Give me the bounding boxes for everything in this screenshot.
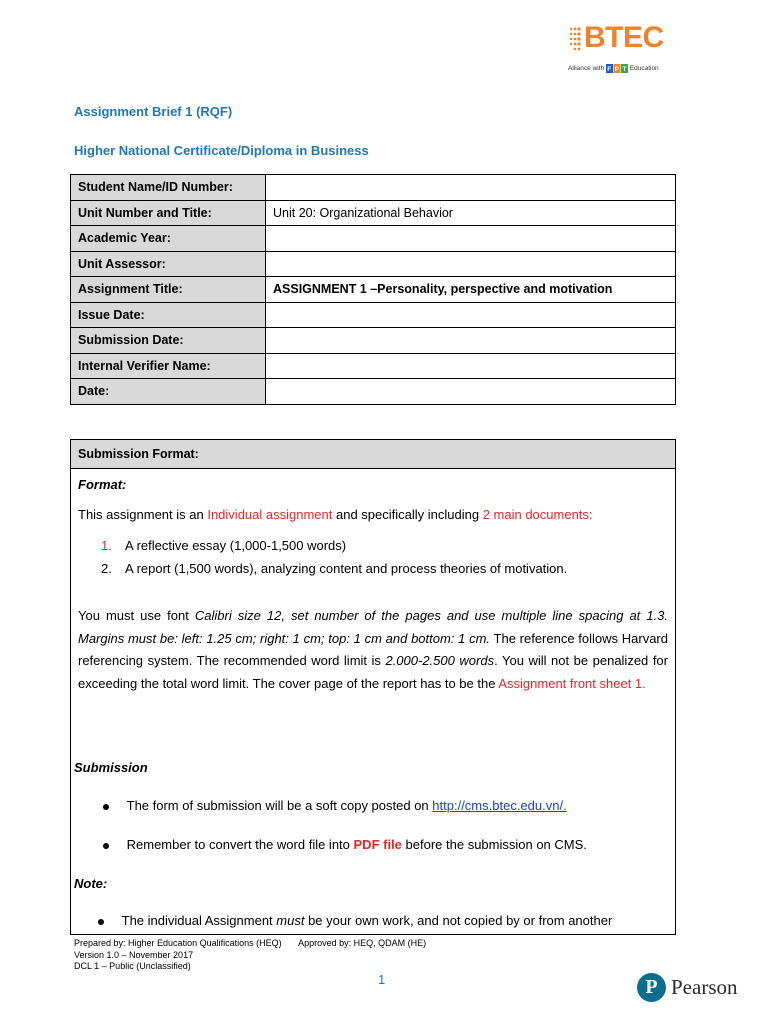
assignment-info-table <box>70 174 676 405</box>
page-number: 1 <box>378 972 386 987</box>
table-row <box>71 328 676 354</box>
pearson-logo <box>637 973 747 1007</box>
alliance-suffix: Education <box>629 65 659 73</box>
doc-text: A reflective essay (1,000-1,500 words) <box>125 538 347 553</box>
document-footer <box>74 938 426 973</box>
submission-format-header: Submission Format: <box>71 440 675 469</box>
fpt-letter-p: P <box>614 66 620 73</box>
btec-logo <box>568 20 688 78</box>
btec-wordmark: BTEC <box>584 21 664 54</box>
para-red: Assignment front sheet 1. <box>498 675 646 691</box>
row-value[interactable] <box>266 302 676 328</box>
table-row <box>71 251 676 277</box>
bullet-icon <box>103 804 109 810</box>
table-row <box>71 200 676 226</box>
footer-version: Version 1.0 – November 2017 <box>74 949 194 960</box>
intro-red-1: Individual assignment <box>207 507 333 522</box>
bullet-icon <box>103 843 109 849</box>
table-row <box>71 277 676 303</box>
footer-row-1 <box>74 938 426 950</box>
intro-line <box>78 507 593 522</box>
note-bullet-1 <box>98 913 612 928</box>
footer-approved: Approved by: HEQ, QDAM (HE) <box>298 938 427 948</box>
table-row <box>71 302 676 328</box>
intro-text-2: and specifically including <box>332 507 483 522</box>
fpt-logo-icon <box>606 64 628 73</box>
bullet-text: The form of submission will be a soft copy posted on <box>126 798 433 813</box>
format-label: Format: <box>78 477 127 492</box>
note-text-post: be your own work, and not copied by or from another <box>304 913 613 928</box>
pearson-wordmark: Pearson <box>671 975 738 999</box>
row-value[interactable] <box>266 251 676 277</box>
footer-dcl: DCL 1 – Public (Unclassified) <box>74 961 191 971</box>
table-row <box>71 379 676 405</box>
note-text: The individual Assignment <box>121 913 277 928</box>
brief-heading: Assignment Brief 1 (RQF) <box>74 104 233 119</box>
row-label: Date: <box>71 379 266 405</box>
table-row <box>71 353 676 379</box>
para-text-2: The reference follows Harvard referencing system. The recommended word limit is <box>78 630 668 668</box>
submission-label: Submission <box>74 760 148 775</box>
submission-bullet-1 <box>103 798 567 813</box>
para-italic-2: 2.000-2.500 words <box>385 653 495 668</box>
btec-dots-icon <box>568 24 584 52</box>
row-label: Student Name/ID Number: <box>71 175 266 201</box>
footer-prepared: Prepared by: Higher Education Qualifications (HEQ) <box>74 938 282 948</box>
bullet-text: Remember to convert the word file into <box>126 837 354 852</box>
row-label: Academic Year: <box>71 226 266 252</box>
row-label: Submission Date: <box>71 328 266 354</box>
note-label: Note: <box>74 876 108 891</box>
intro-text-1: This assignment is an <box>78 507 208 522</box>
para-text-3: . You will not be penalized for exceeding the total word limit. The cover page of the report has to be the <box>78 653 668 691</box>
note-italic: must <box>276 913 305 928</box>
para-text-1: You must use font <box>78 608 195 623</box>
cms-link[interactable]: http://cms.btec.edu.vn/. <box>432 798 567 813</box>
doc-number: 2. <box>101 561 112 576</box>
row-label: Assignment Title: <box>71 277 266 303</box>
fpt-letter-f: F <box>607 66 612 73</box>
row-label: Unit Number and Title: <box>71 200 266 226</box>
format-requirements-paragraph <box>78 605 668 695</box>
row-label: Unit Assessor: <box>71 251 266 277</box>
program-heading: Higher National Certificate/Diploma in Business <box>74 143 369 158</box>
fpt-letter-t: T <box>622 66 627 73</box>
row-label: Internal Verifier Name: <box>71 353 266 379</box>
row-value[interactable] <box>266 328 676 354</box>
row-value[interactable] <box>266 226 676 252</box>
intro-red-2: 2 main documents: <box>482 507 593 522</box>
doc-number: 1. <box>101 538 112 553</box>
doc-item-1 <box>101 538 346 553</box>
row-value[interactable]: ASSIGNMENT 1 –Personality, perspective and motivation <box>266 277 676 303</box>
submission-bullet-2 <box>103 837 587 852</box>
alliance-line <box>568 64 659 73</box>
doc-text: A report (1,500 words), analyzing content and process theories of motivation. <box>125 561 568 576</box>
table-row <box>71 226 676 252</box>
bullet-icon <box>98 919 104 925</box>
submission-format-box <box>70 439 676 935</box>
doc-item-2 <box>101 561 567 576</box>
pdf-file-text: PDF file <box>353 837 402 852</box>
pearson-p-icon: P <box>637 973 666 1002</box>
row-label: Issue Date: <box>71 302 266 328</box>
table-row <box>71 175 676 201</box>
row-value[interactable] <box>266 353 676 379</box>
row-value[interactable] <box>266 379 676 405</box>
row-value[interactable] <box>266 175 676 201</box>
bullet-text-post: before the submission on CMS. <box>401 837 587 852</box>
para-italic-1: Calibri size 12, set number of the pages and use multiple line spacing at 1.3. Margins must be: left: 1.25 cm; right: 1 cm; top: 1 cm and bottom: 1 cm. <box>78 608 668 646</box>
row-value[interactable]: Unit 20: Organizational Behavior <box>266 200 676 226</box>
alliance-prefix: Alliance with <box>568 65 605 73</box>
